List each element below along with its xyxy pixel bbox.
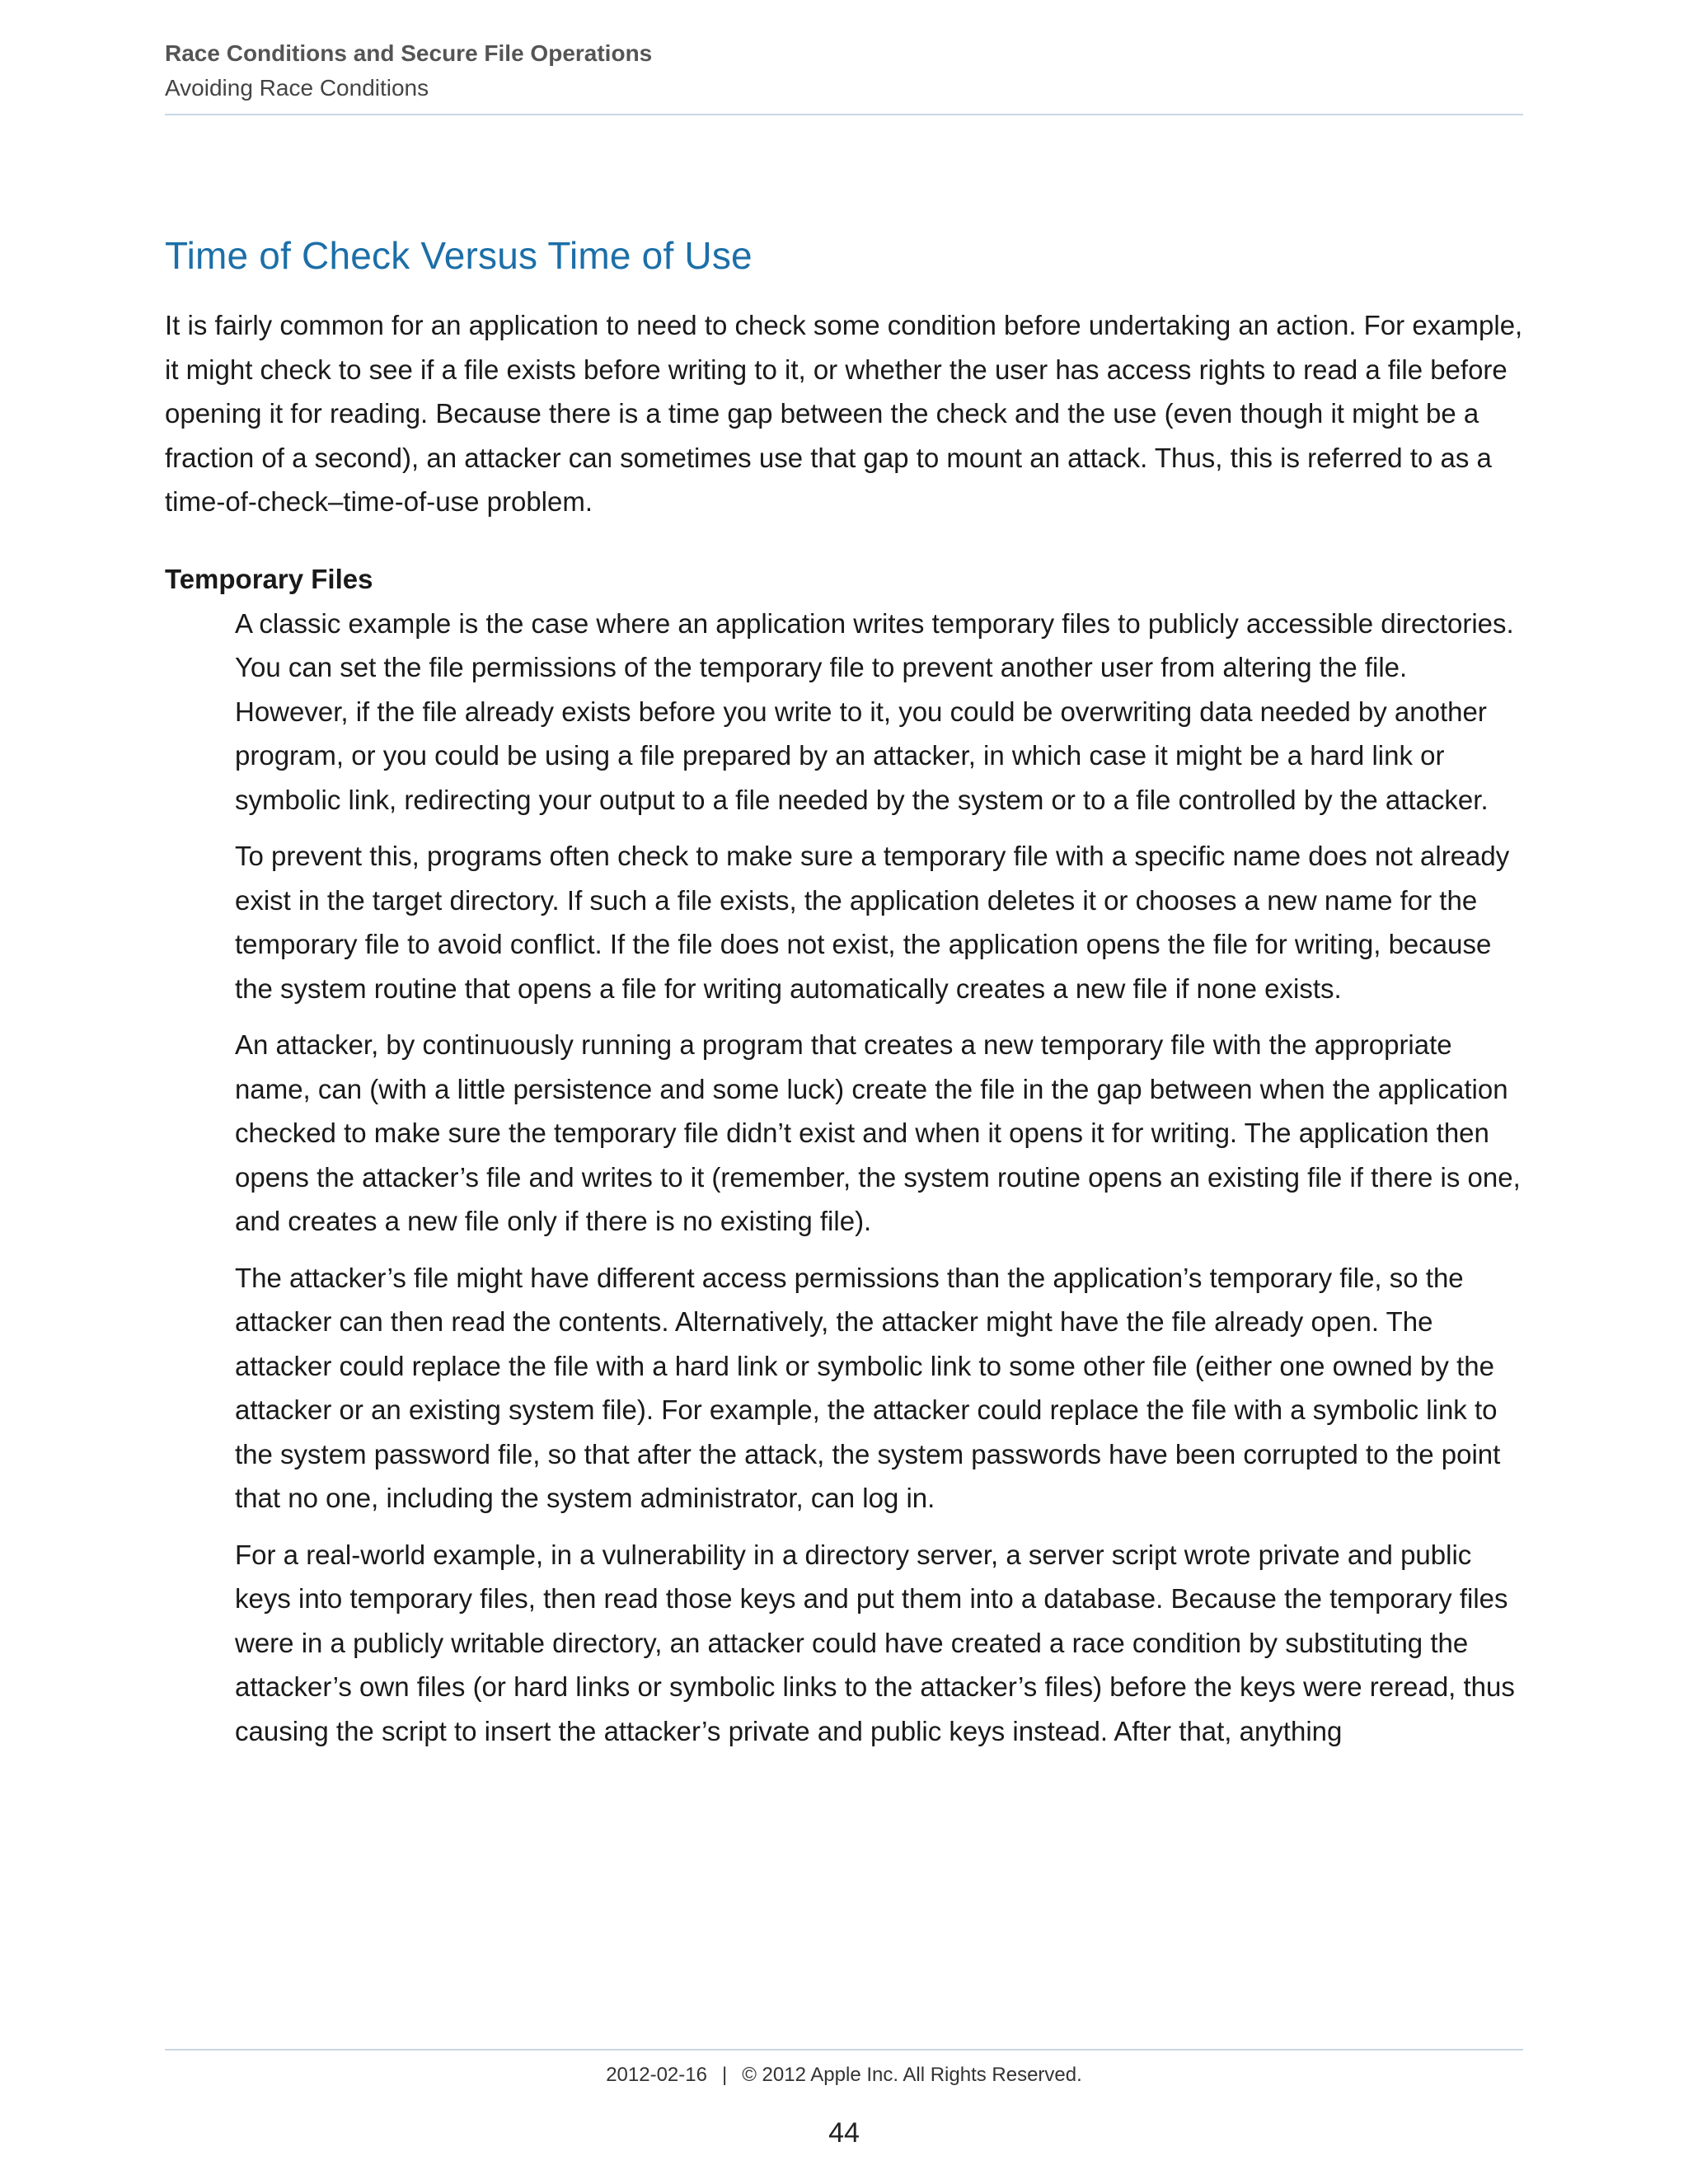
intro-paragraph: It is fairly common for an application to need to check some condition before undertaking an action. For example, it might check to see if a file exists before writing to it, or whether the user has access rights to read a file before opening it for reading. Because there is a time gap between the check and the use (even though it might be a fraction of a second), an attacker can sometimes use that gap to mount an attack. Thus, this is referred to as a time-of-check–time-of-use problem.: [165, 310, 1523, 517]
page-content: [165, 223, 1523, 1765]
section-heading: Time of Check Versus Time of Use: [165, 234, 753, 277]
header-divider: [165, 114, 1523, 115]
body-paragraph: The attacker’s file might have different access permissions than the application’s temporary file, so the attacker can then read the contents. Alternatively, the attacker might have the file already open. The attacker could replace the file with a hard link or symbolic link to some other file (either one owned by the attacker or an existing system file). For example, the attacker could replace the file with a symbolic link to the system password file, so that after the attack, the system passwords have been corrupted to the point that no one, including the system administrator, can log in.: [235, 1262, 1501, 1513]
page-footer: [165, 2059, 1523, 2092]
body-paragraph: An attacker, by continuously running a program that creates a new temporary file with the appropriate name, can (with a little persistence and some luck) create the file in the gap between when the application checked to make sure the temporary file didn’t exist and when it opens it for writing. The application then opens the attacker’s file and writes to it (remember, the system routine opens an existing file if there is one, and creates a new file only if there is no existing file).: [235, 1029, 1521, 1236]
definition-body: [235, 602, 1523, 1754]
footer-date: 2012-02-16: [606, 2064, 707, 2086]
footer-separator: |: [721, 2064, 728, 2086]
body-paragraph: To prevent this, programs often check to make sure a temporary file with a specific name does not already exist in the target directory. If such a file exists, the application deletes it or chooses a new name for the temporary file to avoid conflict. If the file does not exist, the application opens the file for writing, because the system routine that opens a file for writing automatically creates a new file if none exists.: [235, 841, 1510, 1004]
body-paragraph: For a real-world example, in a vulnerability in a directory server, a server script wrote private and public keys into temporary files, then read those keys and put them into a database. Because the temporary files were in a publicly writable directory, an attacker could have created a race condition by substituting the attacker’s own files (or hard links or symbolic links to the attacker’s files) before the keys were reread, thus causing the script to insert the attacker’s private and public keys instead. After that, anything: [235, 1539, 1515, 1746]
footer-copyright: © 2012 Apple Inc. All Rights Reserved.: [742, 2064, 1082, 2086]
page-number: 44: [828, 2117, 860, 2149]
definition-term: Temporary Files: [165, 563, 373, 594]
chapter-title: Race Conditions and Secure File Operations: [165, 40, 653, 66]
body-paragraph: A classic example is the case where an application writes temporary files to publicly accessible directories. You can set the file permissions of the temporary file to prevent another user from altering the file. However, if the file already exists before you write to it, you could be overwriting data needed by another program, or you could be using a file prepared by an attacker, in which case it might be a hard link or symbolic link, redirecting your output to a file needed by the system or to a file controlled by the attacker.: [235, 607, 1514, 815]
footer-divider: [165, 2049, 1523, 2050]
section-subtitle: Avoiding Race Conditions: [165, 75, 429, 101]
running-header: [165, 36, 1523, 105]
